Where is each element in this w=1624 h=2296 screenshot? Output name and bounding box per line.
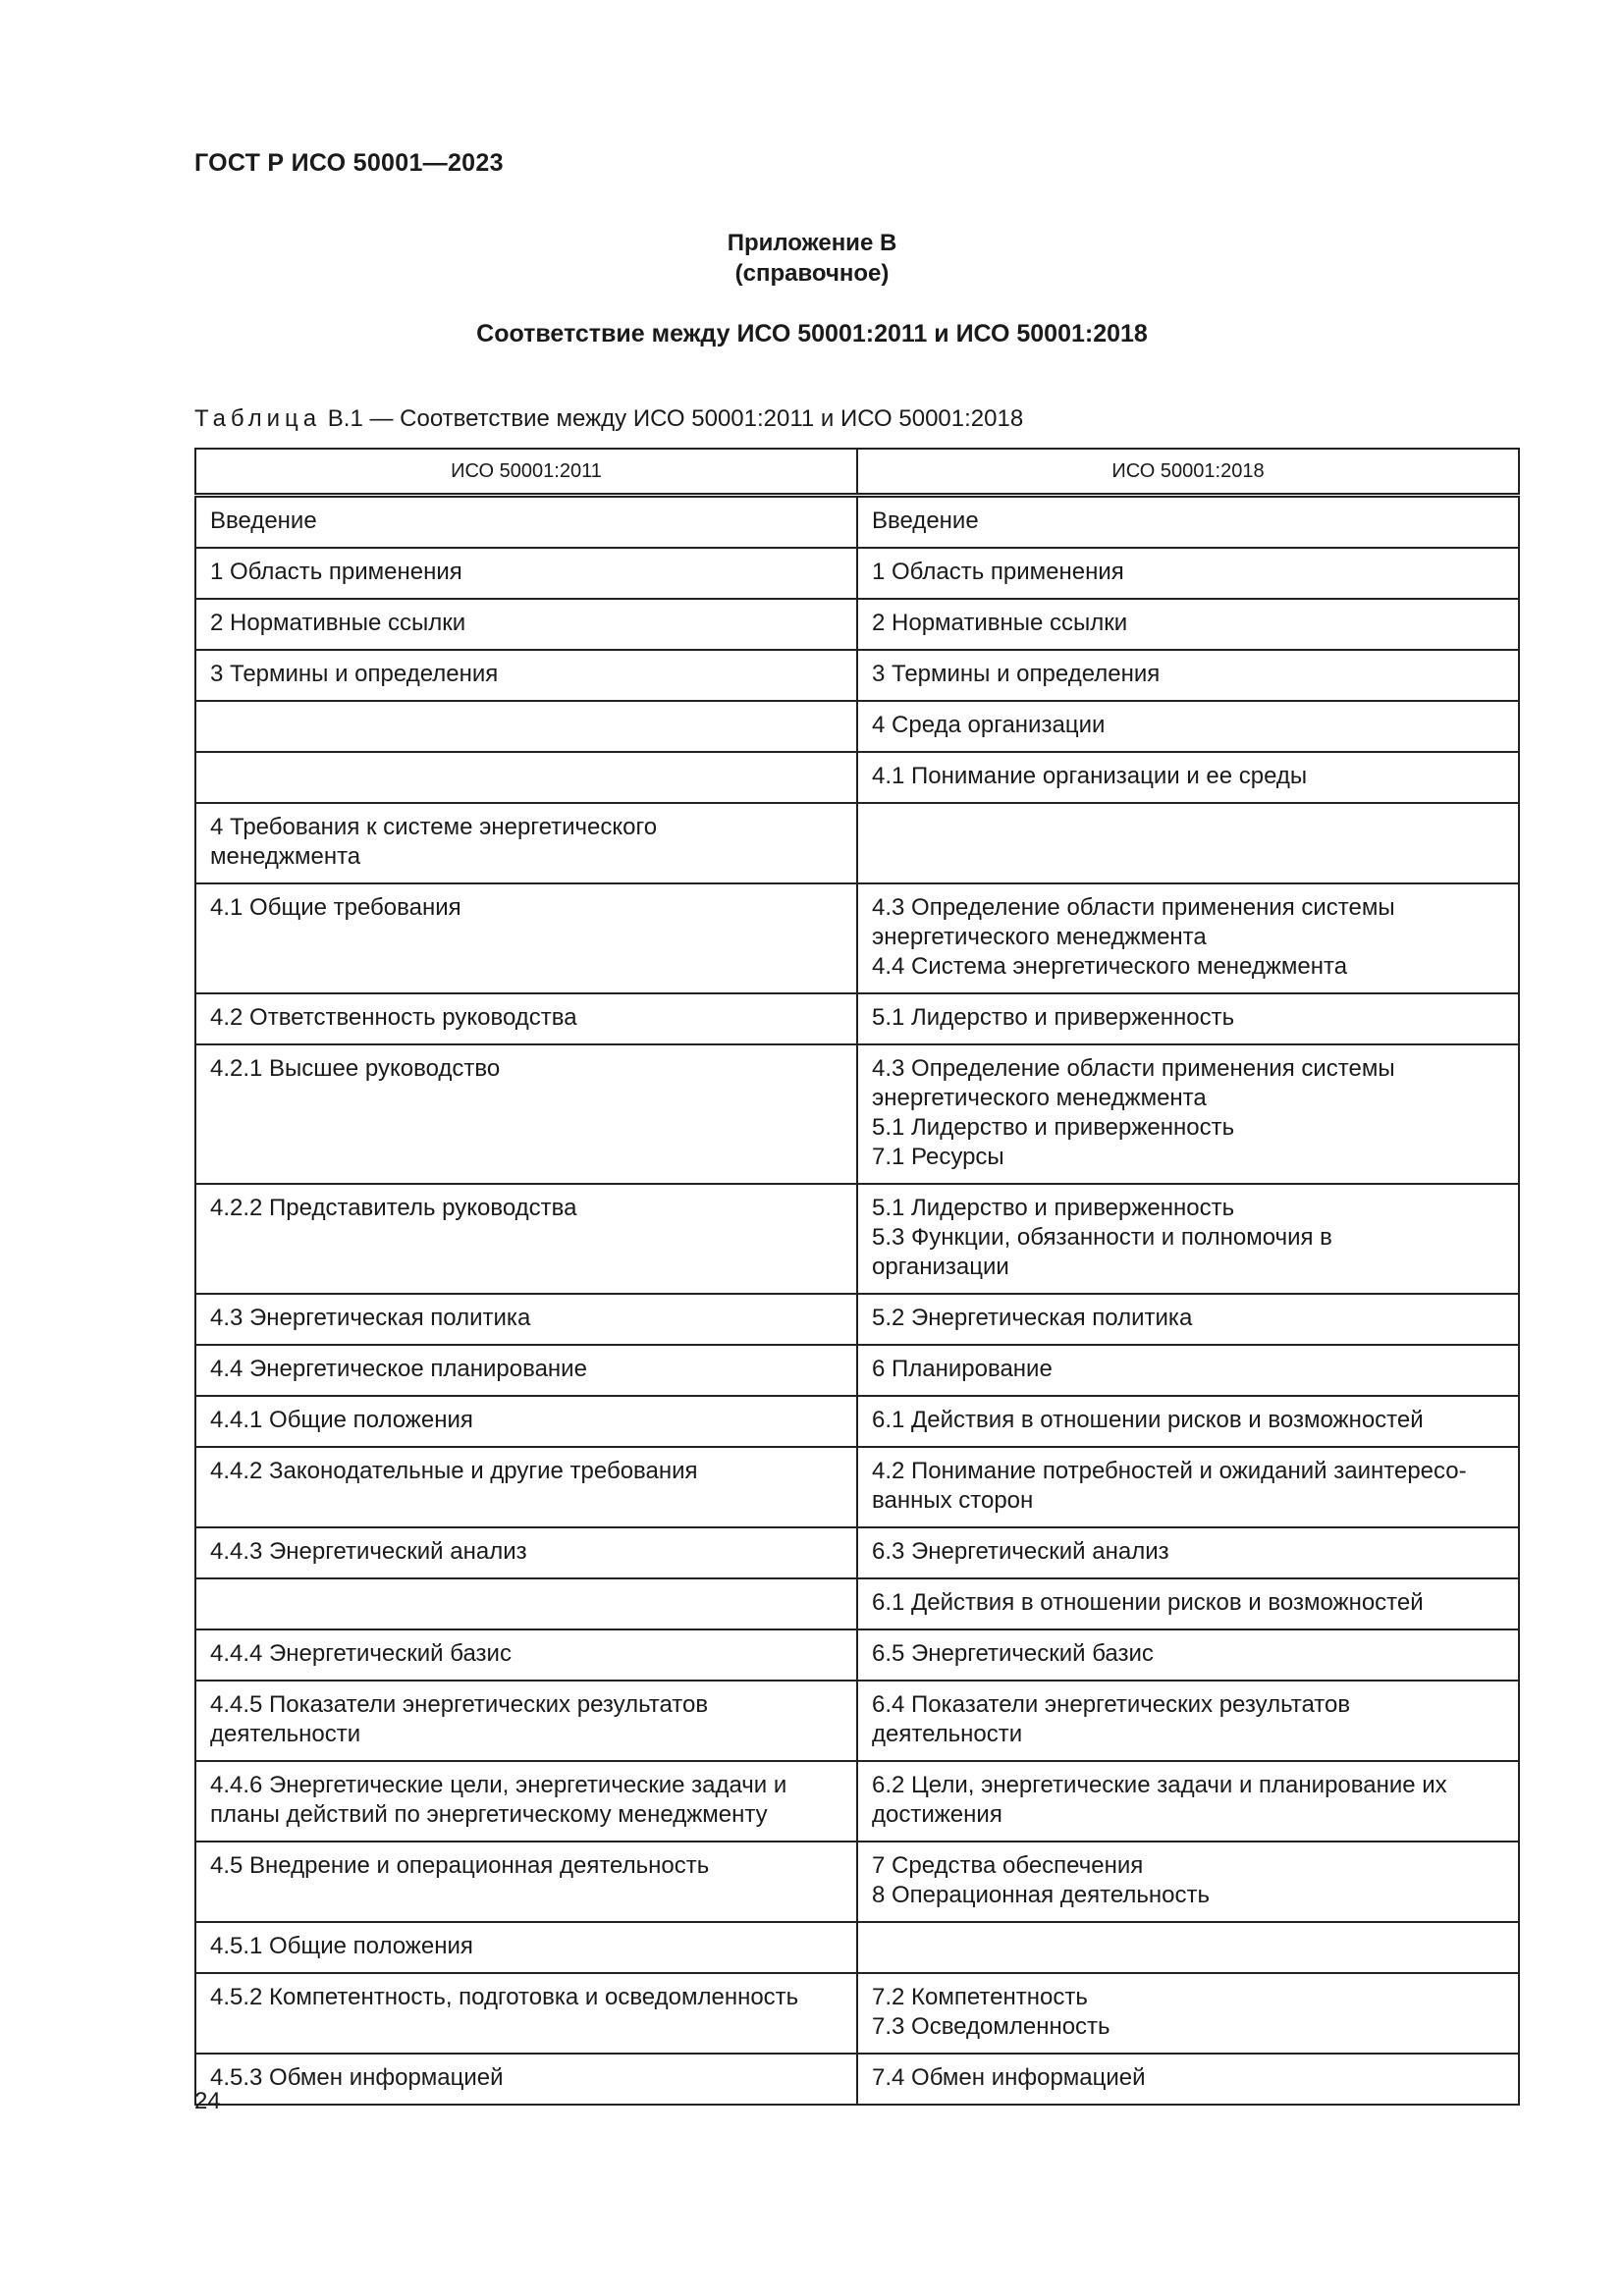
table-row [195, 1973, 1519, 2054]
cell-iso-2011 [195, 1396, 857, 1447]
table-row [195, 599, 1519, 650]
cell-text-line: 7 Средства обеспечения [872, 1852, 1144, 1879]
cell-text-line: 6.1 Действия в отношении рисков и возможностей [872, 1589, 1424, 1616]
table-caption [194, 405, 1023, 433]
cell-text-line: 4.3 Энергетическая политика [210, 1305, 531, 1331]
cell-iso-2018 [857, 496, 1519, 549]
cell-iso-2011 [195, 752, 857, 803]
cell-text-line: 8 Операционная деятельность [872, 1882, 1210, 1908]
cell-text-line: достижения [872, 1801, 1002, 1828]
cell-text-line: 4.2 Ответственность руководства [210, 1004, 577, 1031]
cell-text-line: 4.3 Определение области применения системы [872, 1055, 1395, 1082]
cell-text-line: энергетического менеджмента [872, 1085, 1207, 1111]
cell-text-line: 4.4.4 Энергетический базис [210, 1640, 512, 1667]
cell-text-line: 2 Нормативные ссылки [872, 610, 1128, 636]
cell-text-line: 5.1 Лидерство и приверженность [872, 1004, 1235, 1031]
cell-iso-2018 [857, 1973, 1519, 2054]
table-row [195, 1044, 1519, 1184]
cell-text-line: Введение [872, 507, 979, 534]
cell-text-line: 4.2 Понимание потребностей и ожиданий заинтересо- [872, 1458, 1467, 1484]
cell-text-line: 5.3 Функции, обязанности и полномочия в [872, 1224, 1332, 1251]
cell-iso-2011 [195, 2054, 857, 2105]
cell-text-line: 6.4 Показатели энергетических результатов [872, 1691, 1351, 1718]
cell-iso-2018 [857, 1578, 1519, 1629]
cell-iso-2011 [195, 1527, 857, 1578]
table-row [195, 548, 1519, 599]
cell-text-line: 7.4 Обмен информацией [872, 2064, 1146, 2091]
table-row [195, 496, 1519, 549]
cell-text-line: 6 Планирование [872, 1356, 1053, 1382]
cell-text-line: 4.4.6 Энергетические цели, энергетические задачи и [210, 1772, 787, 1798]
cell-iso-2011 [195, 1922, 857, 1973]
cell-text-line: Введение [210, 507, 317, 534]
cell-iso-2011 [195, 1294, 857, 1345]
cell-text-line: 4.2.2 Представитель руководства [210, 1195, 577, 1221]
cell-text-line: организации [872, 1254, 1009, 1280]
cell-iso-2018 [857, 993, 1519, 1044]
table-row [195, 993, 1519, 1044]
cell-text-line: 4 Требования к системе энергетического [210, 814, 658, 840]
cell-iso-2011 [195, 1044, 857, 1184]
cell-text-line: 3 Термины и определения [210, 661, 499, 687]
cell-text-line: 6.1 Действия в отношении рисков и возможностей [872, 1407, 1424, 1433]
cell-text-line: 4.5.2 Компетентность, подготовка и осведомленность [210, 1984, 799, 2010]
table-header-row [195, 449, 1519, 496]
table-row [195, 1184, 1519, 1294]
cell-text-line: деятельности [872, 1721, 1023, 1747]
table-row [195, 1842, 1519, 1922]
table-row [195, 883, 1519, 993]
cell-iso-2011 [195, 1761, 857, 1842]
cell-text-line: 4.4.1 Общие положения [210, 1407, 473, 1433]
cell-iso-2018 [857, 883, 1519, 993]
cell-text-line: 1 Область применения [872, 559, 1124, 585]
cell-text-line: менеджмента [210, 843, 361, 870]
table-row [195, 1681, 1519, 1761]
cell-text-line: 6.3 Энергетический анализ [872, 1538, 1169, 1565]
appendix-type: (справочное) [734, 260, 890, 287]
cell-iso-2018 [857, 1527, 1519, 1578]
cell-text-line: 7.3 Осведомленность [872, 2013, 1110, 2040]
cell-text-line: 4.4.3 Энергетический анализ [210, 1538, 527, 1565]
column-header-iso-2011: ИСО 50001:2011 [195, 449, 857, 496]
cell-text-line: 4.4.5 Показатели энергетических результатов [210, 1691, 709, 1718]
cell-iso-2018 [857, 1447, 1519, 1527]
cell-text-line: 7.1 Ресурсы [872, 1144, 1004, 1170]
appendix-title [0, 228, 1624, 289]
cell-iso-2011 [195, 1681, 857, 1761]
cell-iso-2018 [857, 1842, 1519, 1922]
cell-iso-2011 [195, 1345, 857, 1396]
cell-iso-2018 [857, 1761, 1519, 1842]
table-row [195, 1527, 1519, 1578]
cell-text-line: 4.5.1 Общие положения [210, 1933, 473, 1959]
cell-text-line: 4.4.2 Законодательные и другие требования [210, 1458, 698, 1484]
cell-iso-2011 [195, 496, 857, 549]
cell-text-line: 4.3 Определение области применения системы [872, 894, 1395, 921]
appendix-label: Приложение В [727, 230, 897, 256]
cell-text-line: 6.5 Энергетический базис [872, 1640, 1154, 1667]
appendix-heading: Соответствие между ИСО 50001:2011 и ИСО 50001:2018 [476, 320, 1148, 347]
table-row [195, 2054, 1519, 2105]
cell-iso-2011 [195, 1447, 857, 1527]
table-row [195, 1447, 1519, 1527]
cell-text-line: 1 Область применения [210, 559, 462, 585]
cell-iso-2011 [195, 883, 857, 993]
cell-text-line: 4.5 Внедрение и операционная деятельность [210, 1852, 710, 1879]
column-header-iso-2018: ИСО 50001:2018 [857, 449, 1519, 496]
cell-text-line: 4.2.1 Высшее руководство [210, 1055, 501, 1082]
cell-iso-2011 [195, 1842, 857, 1922]
cell-iso-2018 [857, 1345, 1519, 1396]
table-row [195, 701, 1519, 752]
table-row [195, 803, 1519, 883]
table-row [195, 1922, 1519, 1973]
table-row [195, 1345, 1519, 1396]
table-row [195, 1396, 1519, 1447]
cell-iso-2018 [857, 548, 1519, 599]
page-number: 24 [194, 2088, 221, 2114]
cell-text-line: ванных сторон [872, 1487, 1034, 1514]
table-body [195, 496, 1519, 2106]
cell-text-line: планы действий по энергетическому менеджменту [210, 1801, 768, 1828]
table-row [195, 1578, 1519, 1629]
cell-iso-2011 [195, 993, 857, 1044]
cell-iso-2011 [195, 1629, 857, 1681]
cell-text-line: деятельности [210, 1721, 361, 1747]
cell-iso-2018 [857, 1184, 1519, 1294]
table-row [195, 1294, 1519, 1345]
cell-iso-2018 [857, 1044, 1519, 1184]
cell-iso-2018 [857, 803, 1519, 883]
cell-text-line: 7.2 Компетентность [872, 1984, 1088, 2010]
cell-iso-2018 [857, 599, 1519, 650]
cell-iso-2018 [857, 2054, 1519, 2105]
table-row [195, 1761, 1519, 1842]
cell-iso-2011 [195, 599, 857, 650]
cell-iso-2018 [857, 650, 1519, 701]
cell-text-line: 4.4 Система энергетического менеджмента [872, 953, 1348, 980]
cell-text-line: 4.5.3 Обмен информацией [210, 2064, 504, 2091]
cell-iso-2011 [195, 650, 857, 701]
cell-iso-2011 [195, 1184, 857, 1294]
cell-iso-2018 [857, 752, 1519, 803]
cell-iso-2018 [857, 1922, 1519, 1973]
table-caption-text: В.1 — Соответствие между ИСО 50001:2011 и ИСО 50001:2018 [321, 405, 1024, 432]
cell-text-line: 4.4 Энергетическое планирование [210, 1356, 587, 1382]
cell-iso-2018 [857, 1396, 1519, 1447]
cell-text-line: энергетического менеджмента [872, 924, 1207, 950]
cell-text-line: 5.1 Лидерство и приверженность [872, 1195, 1235, 1221]
cell-iso-2011 [195, 1973, 857, 2054]
cell-iso-2011 [195, 1578, 857, 1629]
cell-iso-2011 [195, 803, 857, 883]
cell-text-line: 6.2 Цели, энергетические задачи и планирование их [872, 1772, 1447, 1798]
table-row [195, 752, 1519, 803]
cell-text-line: 5.2 Энергетическая политика [872, 1305, 1193, 1331]
cell-iso-2018 [857, 701, 1519, 752]
table-caption-prefix: Таблица [194, 405, 322, 432]
cell-iso-2018 [857, 1294, 1519, 1345]
correspondence-table [194, 448, 1520, 2106]
cell-text-line: 3 Термины и определения [872, 661, 1161, 687]
cell-iso-2018 [857, 1629, 1519, 1681]
cell-text-line: 4.1 Общие требования [210, 894, 461, 921]
cell-iso-2018 [857, 1681, 1519, 1761]
table-row [195, 1629, 1519, 1681]
cell-text-line: 4.1 Понимание организации и ее среды [872, 763, 1308, 789]
cell-text-line: 5.1 Лидерство и приверженность [872, 1114, 1235, 1141]
cell-text-line: 4 Среда организации [872, 712, 1106, 738]
cell-iso-2011 [195, 548, 857, 599]
document-code: ГОСТ Р ИСО 50001—2023 [194, 149, 504, 177]
cell-iso-2011 [195, 701, 857, 752]
table-row [195, 650, 1519, 701]
cell-text-line: 2 Нормативные ссылки [210, 610, 466, 636]
